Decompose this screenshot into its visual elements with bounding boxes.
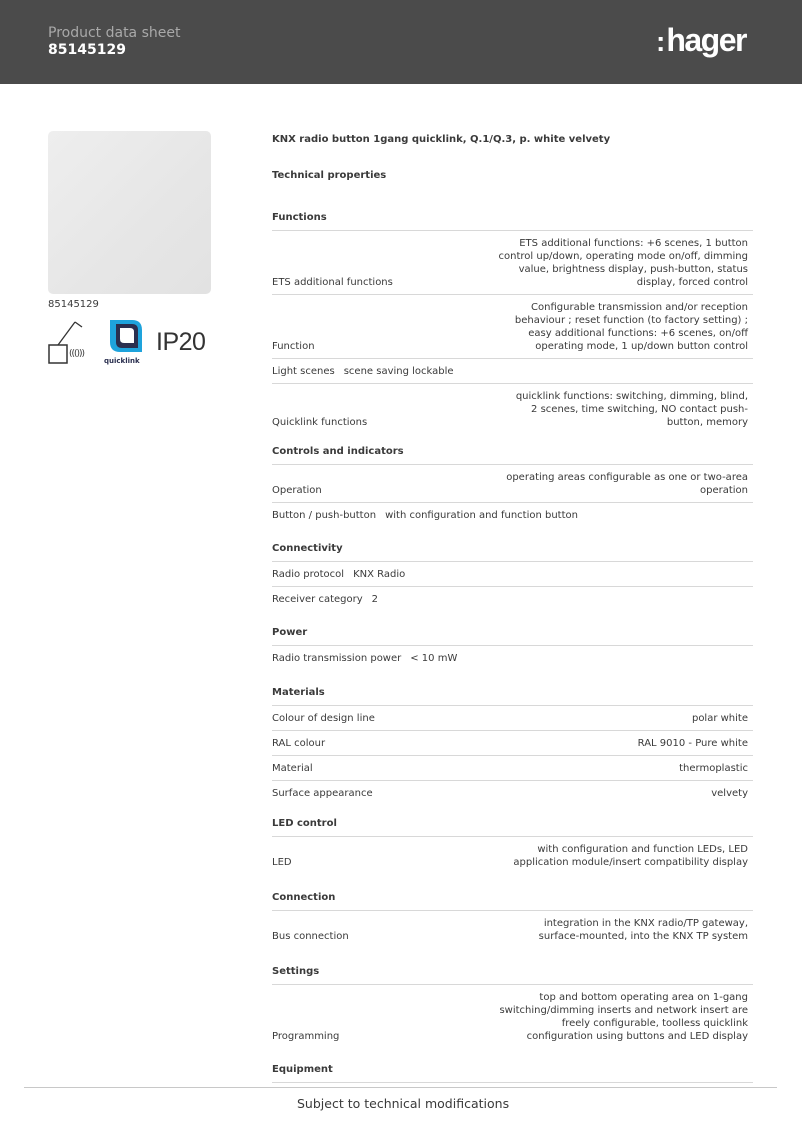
spec-value: polar white	[691, 713, 748, 724]
section-title: Connection	[272, 892, 336, 903]
spec-label: Function	[272, 341, 315, 352]
footer-disclaimer: Subject to technical modifications	[297, 1096, 510, 1111]
section-controls-and-indicators	[272, 446, 753, 527]
quicklink-label: quicklink	[104, 357, 140, 365]
section-title: Power	[272, 627, 308, 638]
product-media-panel	[48, 131, 212, 366]
spec-row	[272, 706, 753, 731]
radio-waves-icon: ((()))	[69, 349, 85, 359]
spec-row	[272, 985, 753, 1048]
section-connection	[272, 892, 753, 948]
section-materials	[272, 687, 753, 805]
page-header	[0, 0, 802, 84]
spec-label: Surface appearance	[272, 788, 373, 799]
spec-value: quicklink functions: switching, dimming, blind, 2 scenes, time switching, NO contact push-button, memory	[515, 391, 748, 428]
spec-label: Receiver category	[272, 594, 363, 605]
technical-properties-heading: Technical properties	[272, 170, 387, 181]
spec-row	[272, 384, 753, 434]
spec-row	[272, 837, 753, 874]
spec-label: ETS additional functions	[272, 277, 393, 288]
spec-value: operating areas configurable as one or two-area operation	[506, 472, 748, 496]
spec-row	[272, 295, 753, 359]
section-led-control	[272, 818, 753, 874]
product-name: KNX radio button 1gang quicklink, Q.1/Q.3, p. white velvety	[272, 134, 611, 145]
spec-label: Radio protocol	[272, 569, 345, 580]
product-image	[48, 131, 211, 294]
spec-value: scene saving lockable	[343, 366, 454, 377]
spec-row	[272, 781, 753, 805]
ip20-icon: IP20	[156, 328, 206, 356]
spec-label: Programming	[272, 1031, 340, 1042]
spec-label: Colour of design line	[272, 713, 375, 724]
section-settings	[272, 966, 753, 1048]
section-power	[272, 627, 753, 670]
certification-icons	[48, 316, 212, 366]
section-title: Equipment	[272, 1064, 333, 1075]
radio-transmitter-icon	[48, 318, 100, 366]
section-connectivity	[272, 543, 753, 611]
spec-row	[272, 562, 753, 587]
spec-value: with configuration and function button	[385, 510, 578, 521]
spec-row	[272, 731, 753, 756]
spec-value: velvety	[711, 788, 748, 799]
spec-label: Radio transmission power	[272, 653, 402, 664]
section-title: Materials	[272, 687, 325, 698]
hager-logo: :hager	[656, 22, 746, 58]
spec-row	[272, 231, 753, 295]
section-title: Connectivity	[272, 543, 343, 554]
section-title: LED control	[272, 818, 337, 829]
spec-row	[272, 756, 753, 781]
spec-label: Operation	[272, 485, 322, 496]
spec-label: Material	[272, 763, 313, 774]
spec-value: 2	[371, 594, 379, 605]
product-reference-label: 85145129	[48, 299, 99, 310]
logo-colon-icon: :	[656, 26, 666, 57]
product-reference-title: 85145129	[48, 42, 126, 58]
spec-value: Configurable transmission and/or reception behaviour ; reset function (to factory setting) ; easy additional functions: +6 scenes, on/off operating mode, 1 up/down button control	[514, 302, 748, 352]
spec-value: < 10 mW	[410, 653, 458, 664]
spec-label: RAL colour	[272, 738, 326, 749]
quicklink-icon	[104, 316, 144, 366]
spec-label: Bus connection	[272, 931, 349, 942]
spec-value: top and bottom operating area on 1-gang switching/dimming inserts and network insert are freely configurable, toolless quicklink configuration using buttons and LED display	[499, 992, 748, 1042]
spec-row	[272, 911, 753, 948]
spec-value: ETS additional functions: +6 scenes, 1 button control up/down, operating mode on/off, dimming value, brightness display, push-button, status display, forced control	[498, 238, 748, 288]
footer-divider	[24, 1087, 777, 1088]
spec-label: Light scenes	[272, 366, 335, 377]
section-title: Controls and indicators	[272, 446, 404, 457]
spec-value: KNX Radio	[353, 569, 406, 580]
spec-value: with configuration and function LEDs, LED application module/insert compatibility display	[513, 844, 748, 868]
section-equipment	[272, 1064, 753, 1083]
section-title: Functions	[272, 212, 327, 223]
spec-label: LED	[272, 857, 292, 868]
spec-value: thermoplastic	[679, 763, 748, 774]
section-title: Settings	[272, 966, 320, 977]
spec-row	[272, 503, 753, 527]
document-type-label: Product data sheet	[48, 25, 181, 41]
spec-row	[272, 359, 753, 384]
spec-label: Quicklink functions	[272, 417, 368, 428]
section-functions	[272, 212, 753, 434]
spec-value: integration in the KNX radio/TP gateway, surface-mounted, into the KNX TP system	[538, 918, 748, 942]
spec-row	[272, 465, 753, 503]
spec-row	[272, 646, 753, 670]
spec-row	[272, 587, 753, 611]
spec-label: Button / push-button	[272, 510, 377, 521]
spec-value: RAL 9010 - Pure white	[637, 738, 748, 749]
